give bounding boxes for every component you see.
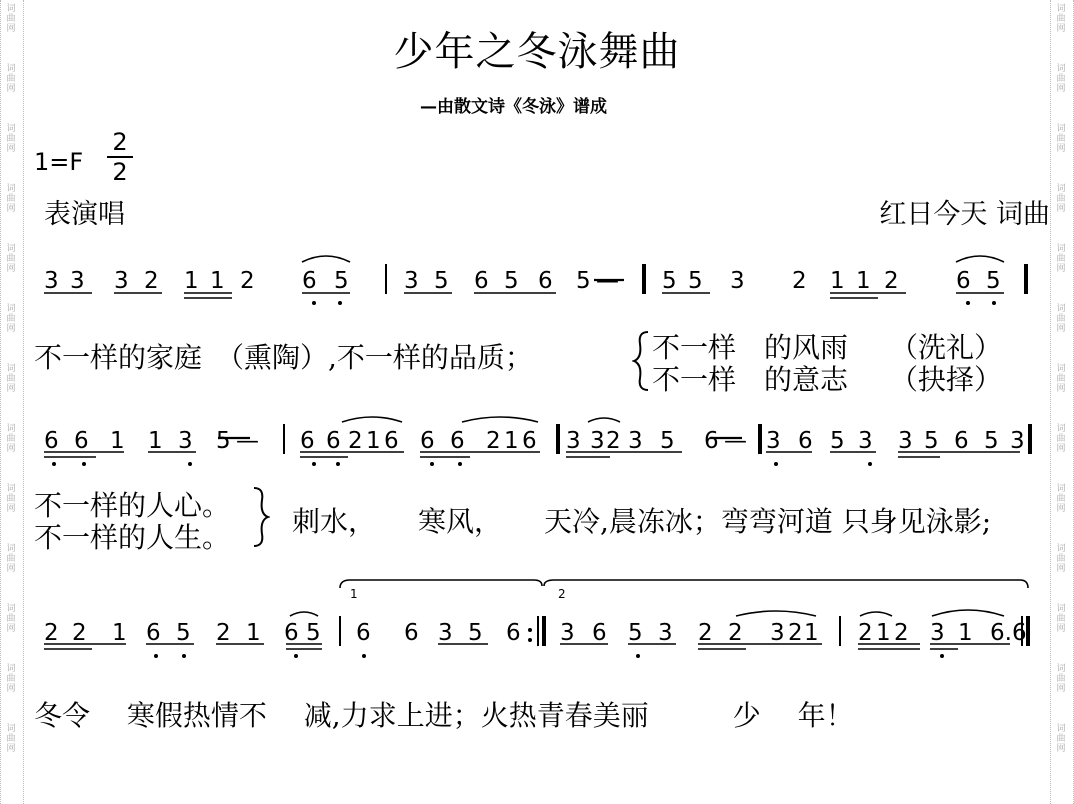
note-row3-20: 3 bbox=[770, 620, 785, 646]
note-row1-0: 3 bbox=[44, 268, 59, 294]
note-row2-18: 3 bbox=[590, 428, 605, 454]
note-row2-5: 5 bbox=[216, 428, 231, 454]
note-row3-0: 2 bbox=[44, 620, 59, 646]
watermark-char: 词 bbox=[1056, 664, 1066, 674]
watermark-glyphs bbox=[5, 724, 17, 754]
notation-row-2 bbox=[0, 414, 1074, 474]
note-row3-14: 3 bbox=[560, 620, 575, 646]
watermark-char: 曲 bbox=[1056, 194, 1066, 204]
watermark-char: 词 bbox=[1056, 484, 1066, 494]
note-row2-30: 6 bbox=[954, 428, 969, 454]
watermark-char: 曲 bbox=[1056, 494, 1066, 504]
watermark-char: 曲 bbox=[6, 734, 16, 744]
watermark-char: 网 bbox=[6, 564, 16, 574]
note-row2-17: 3 bbox=[566, 428, 581, 454]
note-row3-19: 2 bbox=[728, 620, 743, 646]
watermark-glyphs bbox=[1055, 124, 1067, 154]
author-credit: 红日今天 词曲 bbox=[879, 199, 1050, 230]
watermark-char: 词 bbox=[6, 604, 16, 614]
watermark-char: 曲 bbox=[6, 554, 16, 564]
watermark-glyphs bbox=[5, 544, 17, 574]
watermark-char: 网 bbox=[1056, 324, 1066, 334]
watermark-glyphs bbox=[1055, 484, 1067, 514]
watermark-char: 网 bbox=[6, 324, 16, 334]
left-watermark-strip bbox=[0, 0, 24, 804]
watermark-char: 网 bbox=[6, 204, 16, 214]
watermark-char: 网 bbox=[6, 144, 16, 154]
watermark-char: 曲 bbox=[6, 674, 16, 684]
watermark-char: 曲 bbox=[6, 374, 16, 384]
note-row1-22: 2 bbox=[884, 268, 899, 294]
watermark-char: 曲 bbox=[1056, 674, 1066, 684]
note-row3-4: 5 bbox=[176, 620, 191, 646]
watermark-char: 词 bbox=[1056, 364, 1066, 374]
watermark-char: 网 bbox=[6, 84, 16, 94]
watermark-char: 曲 bbox=[1056, 614, 1066, 624]
watermark-char: 词 bbox=[1056, 724, 1066, 734]
watermark-char: 曲 bbox=[1056, 374, 1066, 384]
note-row3-28: 6. bbox=[990, 620, 1012, 646]
volta-brackets bbox=[336, 574, 1036, 604]
watermark-char: 词 bbox=[6, 484, 16, 494]
watermark-char: 词 bbox=[1056, 244, 1066, 254]
watermark-char: 词 bbox=[6, 64, 16, 74]
note-row1-15: — bbox=[596, 268, 619, 294]
note-row2-19: 2 bbox=[606, 428, 621, 454]
note-row2-22: 6 bbox=[704, 428, 719, 454]
watermark-glyphs bbox=[5, 124, 17, 154]
watermark-char: 曲 bbox=[1056, 314, 1066, 324]
note-row1-11: 6 bbox=[474, 268, 489, 294]
watermark-glyphs bbox=[1055, 724, 1067, 754]
notation-row-1 bbox=[0, 250, 1074, 310]
watermark-char: 曲 bbox=[1056, 254, 1066, 264]
note-row2-21: 5 bbox=[660, 428, 675, 454]
lyric-line-2-bottom: 不一样的人生。 bbox=[34, 521, 231, 554]
key-signature: 1=F bbox=[34, 148, 84, 176]
note-row3-16: 5 bbox=[628, 620, 643, 646]
note-row3-3: 6 bbox=[146, 620, 161, 646]
watermark-char: 词 bbox=[6, 544, 16, 554]
watermark-char: 网 bbox=[1056, 744, 1066, 754]
lyric-line-1: 不一样的家庭 （熏陶）,不一样的品质； bbox=[34, 341, 533, 374]
note-row1-5: 1 bbox=[210, 268, 225, 294]
watermark-char: 曲 bbox=[6, 614, 16, 624]
note-row1-2: 3 bbox=[114, 268, 129, 294]
note-row3-8: 5 bbox=[306, 620, 321, 646]
watermark-char: 词 bbox=[6, 664, 16, 674]
note-row3-15: 6 bbox=[592, 620, 607, 646]
note-row1-13: 6 bbox=[538, 268, 553, 294]
watermark-char: 网 bbox=[1056, 144, 1066, 154]
note-row3-1: 2 bbox=[72, 620, 87, 646]
watermark-char: 曲 bbox=[6, 14, 16, 24]
note-row2-24: 3 bbox=[766, 428, 781, 454]
watermark-char: 词 bbox=[1056, 124, 1066, 134]
watermark-char: 网 bbox=[1056, 564, 1066, 574]
note-row2-26: 5 bbox=[830, 428, 845, 454]
note-row1-18: 3 bbox=[730, 268, 745, 294]
note-row1-23: 6 bbox=[956, 268, 971, 294]
performance-mode: 表演唱 bbox=[44, 199, 125, 230]
note-row1-21: 1 bbox=[856, 268, 871, 294]
note-row1-9: 3 bbox=[404, 268, 419, 294]
note-row1-19: 2 bbox=[792, 268, 807, 294]
note-row1-7: 6 bbox=[302, 268, 317, 294]
song-subtitle: —由散文诗《冬泳》谱成 bbox=[420, 97, 607, 117]
watermark-char: 曲 bbox=[6, 134, 16, 144]
note-row2-12: 6 bbox=[420, 428, 435, 454]
watermark-char: 网 bbox=[1056, 684, 1066, 694]
lyric-line-1-brace-top: 不一样 的风雨 （洗礼） bbox=[652, 331, 1003, 364]
song-title: 少年之冬泳舞曲 bbox=[393, 29, 681, 75]
watermark-glyphs bbox=[1055, 364, 1067, 394]
note-row1-12: 5 bbox=[504, 268, 519, 294]
note-row3-7: 6 bbox=[284, 620, 299, 646]
note-row3-23: 2 bbox=[858, 620, 873, 646]
watermark-char: 词 bbox=[6, 4, 16, 14]
watermark-char: 曲 bbox=[1056, 734, 1066, 744]
volta-first-label: 1 bbox=[350, 587, 358, 601]
watermark-char: 曲 bbox=[1056, 434, 1066, 444]
note-row2-14: 2 bbox=[486, 428, 501, 454]
watermark-char: 词 bbox=[6, 424, 16, 434]
watermark-glyphs bbox=[1055, 544, 1067, 574]
note-row3-17: 3 bbox=[658, 620, 673, 646]
note-row1-8: 5 bbox=[334, 268, 349, 294]
note-row2-27: 3 bbox=[858, 428, 873, 454]
watermark-glyphs bbox=[5, 484, 17, 514]
note-row3-21: 2 bbox=[788, 620, 803, 646]
note-row1-24: 5 bbox=[986, 268, 1001, 294]
watermark-char: 网 bbox=[1056, 504, 1066, 514]
watermark-char: 网 bbox=[1056, 204, 1066, 214]
note-row3-9: 6 bbox=[356, 620, 371, 646]
note-row2-11: 6 bbox=[384, 428, 399, 454]
watermark-char: 词 bbox=[6, 364, 16, 374]
watermark-char: 网 bbox=[1056, 264, 1066, 274]
note-row2-13: 6 bbox=[450, 428, 465, 454]
watermark-char: 网 bbox=[1056, 624, 1066, 634]
note-row2-15: 1 bbox=[504, 428, 519, 454]
note-row2-6: — bbox=[236, 428, 259, 454]
note-row1-4: 1 bbox=[184, 268, 199, 294]
watermark-char: 词 bbox=[6, 724, 16, 734]
note-row2-7: 6 bbox=[300, 428, 315, 454]
note-row1-6: 2 bbox=[240, 268, 255, 294]
note-row2-28: 3 bbox=[898, 428, 913, 454]
watermark-char: 网 bbox=[6, 744, 16, 754]
watermark-char: 曲 bbox=[6, 434, 16, 444]
note-row2-25: 6 bbox=[798, 428, 813, 454]
watermark-char: 曲 bbox=[6, 314, 16, 324]
note-row2-8: 6 bbox=[326, 428, 341, 454]
watermark-char: 词 bbox=[6, 244, 16, 254]
lyric-line-1-brace-bottom: 不一样 的意志 （抉择） bbox=[652, 363, 1003, 396]
note-row3-13: 6 bbox=[506, 620, 521, 646]
watermark-char: 曲 bbox=[6, 254, 16, 264]
note-row1-3: 2 bbox=[144, 268, 159, 294]
watermark-char: 曲 bbox=[1056, 134, 1066, 144]
note-row3-6: 1 bbox=[246, 620, 261, 646]
watermark-glyphs bbox=[1055, 184, 1067, 214]
note-row3-18: 2 bbox=[698, 620, 713, 646]
note-row2-4: 3 bbox=[178, 428, 193, 454]
note-row3-29: 6 bbox=[1012, 620, 1027, 646]
watermark-char: 曲 bbox=[1056, 554, 1066, 564]
watermark-char: 词 bbox=[1056, 184, 1066, 194]
note-row3-25: 2 bbox=[894, 620, 909, 646]
watermark-char: 网 bbox=[6, 624, 16, 634]
note-row3-5: 2 bbox=[216, 620, 231, 646]
watermark-char: 网 bbox=[1056, 384, 1066, 394]
lyric-brace-2 bbox=[250, 486, 270, 548]
watermark-char: 词 bbox=[1056, 4, 1066, 14]
watermark-char: 词 bbox=[1056, 304, 1066, 314]
note-row2-10: 1 bbox=[366, 428, 381, 454]
watermark-glyphs bbox=[1055, 664, 1067, 694]
watermark-char: 网 bbox=[6, 24, 16, 34]
note-row2-2: 1 bbox=[110, 428, 125, 454]
note-row2-9: 2 bbox=[348, 428, 363, 454]
note-row3-26: 3 bbox=[930, 620, 945, 646]
lyric-line-2-top: 不一样的人心。 bbox=[34, 489, 231, 522]
time-denominator: 2 bbox=[112, 158, 128, 186]
watermark-char: 曲 bbox=[6, 494, 16, 504]
watermark-char: 网 bbox=[6, 384, 16, 394]
lyric-line-2-rest: 刺水， 寒风， 天冷,晨冻冰；弯弯河道 只身见泳影; bbox=[292, 505, 992, 538]
watermark-char: 网 bbox=[1056, 84, 1066, 94]
note-row2-29: 5 bbox=[924, 428, 939, 454]
note-row2-31: 5 bbox=[984, 428, 999, 454]
watermark-glyphs bbox=[5, 364, 17, 394]
watermark-char: 网 bbox=[6, 684, 16, 694]
note-row2-16: 6 bbox=[522, 428, 537, 454]
note-row3-22: 1 bbox=[804, 620, 819, 646]
watermark-char: 词 bbox=[1056, 544, 1066, 554]
note-row1-14: 5 bbox=[576, 268, 591, 294]
volta-second-label: 2 bbox=[558, 587, 566, 601]
watermark-char: 网 bbox=[6, 264, 16, 274]
note-row2-20: 3 bbox=[628, 428, 643, 454]
note-row1-17: 5 bbox=[688, 268, 703, 294]
note-row3-10: 6 bbox=[404, 620, 419, 646]
watermark-glyphs bbox=[5, 664, 17, 694]
watermark-char: 词 bbox=[1056, 424, 1066, 434]
watermark-char: 词 bbox=[6, 124, 16, 134]
watermark-char: 曲 bbox=[1056, 74, 1066, 84]
note-row2-0: 6 bbox=[44, 428, 59, 454]
watermark-char: 词 bbox=[1056, 64, 1066, 74]
time-numerator: 2 bbox=[112, 128, 128, 156]
right-watermark-strip bbox=[1050, 0, 1074, 804]
lyric-brace-1 bbox=[632, 330, 652, 392]
watermark-char: 词 bbox=[6, 184, 16, 194]
lyric-line-3: 冬令 寒假热情不 减,力求上进；火热青春美丽 少 年！ bbox=[34, 699, 854, 732]
watermark-char: 网 bbox=[1056, 24, 1066, 34]
notation-row-3 bbox=[0, 606, 1074, 666]
watermark-glyphs bbox=[5, 184, 17, 214]
watermark-char: 曲 bbox=[6, 194, 16, 204]
watermark-char: 网 bbox=[6, 444, 16, 454]
watermark-char: 网 bbox=[6, 504, 16, 514]
note-row2-32: 3 bbox=[1010, 428, 1025, 454]
note-row1-10: 5 bbox=[434, 268, 449, 294]
note-row3-27: 1 bbox=[958, 620, 973, 646]
watermark-char: 曲 bbox=[1056, 14, 1066, 24]
time-signature bbox=[108, 128, 132, 186]
note-row2-3: 1 bbox=[148, 428, 163, 454]
note-row1-20: 1 bbox=[830, 268, 845, 294]
note-row2-1: 6 bbox=[74, 428, 89, 454]
note-row1-1: 3 bbox=[70, 268, 85, 294]
watermark-char: 网 bbox=[1056, 444, 1066, 454]
watermark-char: 曲 bbox=[6, 74, 16, 84]
note-row3-24: 1 bbox=[876, 620, 891, 646]
watermark-char: 词 bbox=[1056, 604, 1066, 614]
note-row3-11: 3 bbox=[438, 620, 453, 646]
note-row3-2: 1 bbox=[112, 620, 127, 646]
note-row3-12: 5 bbox=[468, 620, 483, 646]
watermark-char: 词 bbox=[6, 304, 16, 314]
note-row2-23: — bbox=[724, 428, 747, 454]
note-row1-16: 5 bbox=[662, 268, 677, 294]
